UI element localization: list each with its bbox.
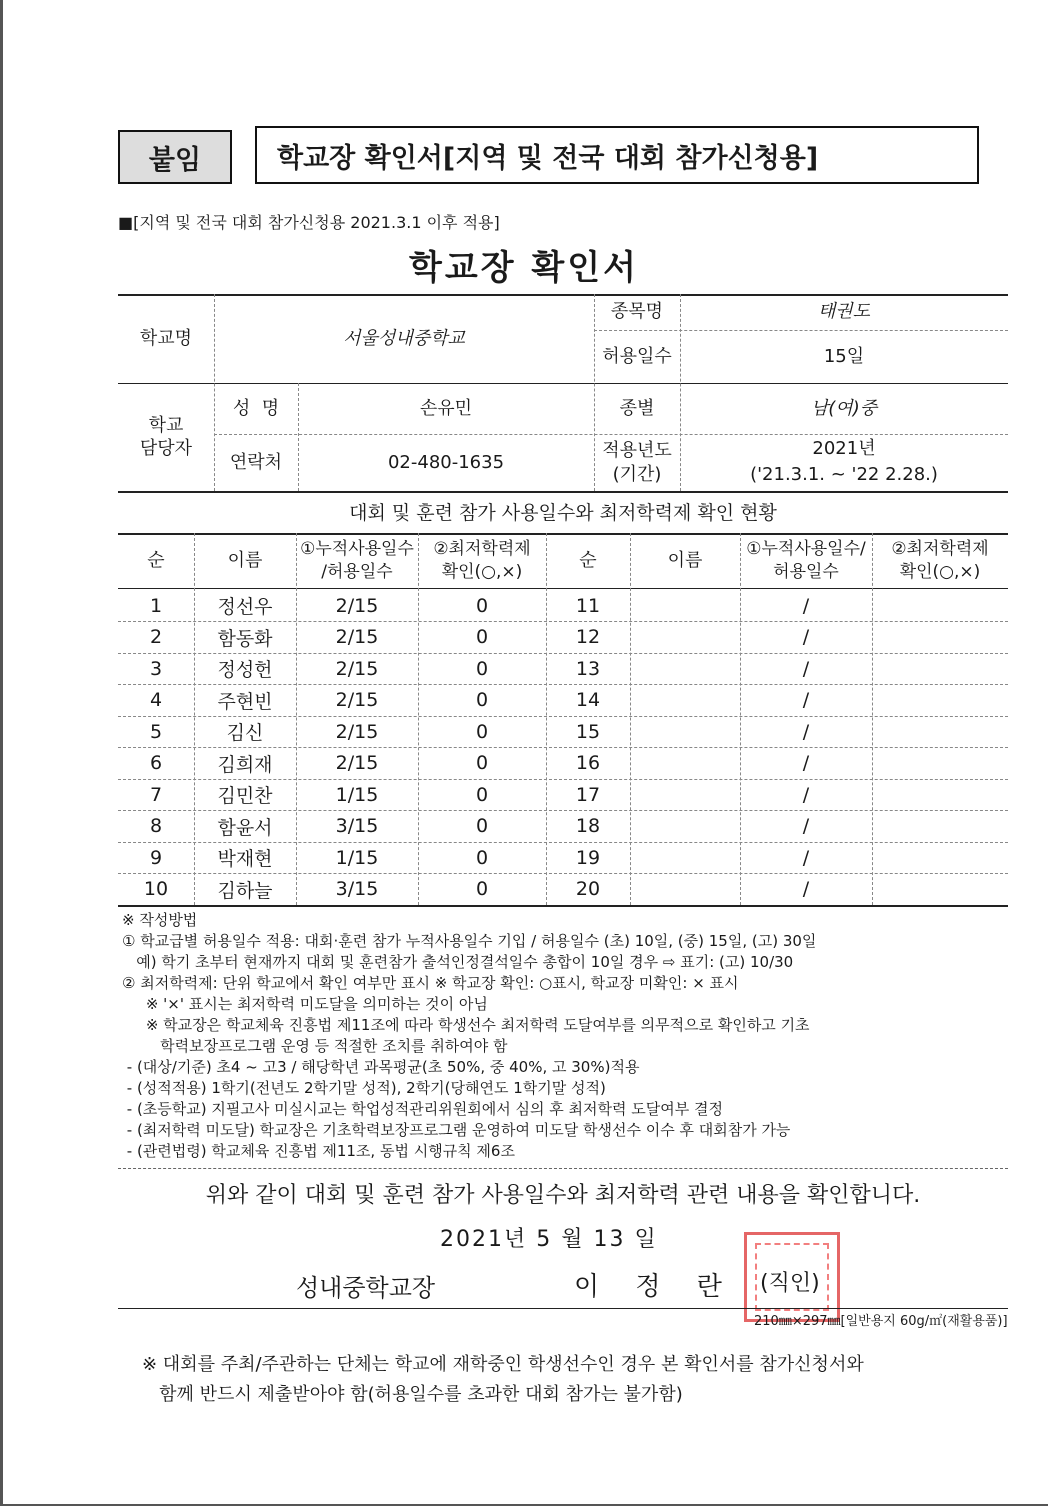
cell-no: 1 [149, 594, 163, 617]
cell-check: 0 [475, 878, 489, 900]
cell-days: 1/15 [335, 783, 379, 806]
note-line: ② 최저학력제: 단위 학교에서 확인 여부만 표시 ※ 학교장 확인: ○표시, 학교장 미확인: × 표시 [122, 974, 739, 992]
paper-spec: 210㎜×297㎜[일반용지 60g/㎡(재활용품)] [754, 1314, 1008, 1329]
cell-days2: / [802, 626, 810, 648]
contact-value: 02-480-1635 [387, 451, 505, 473]
cell-name2 [630, 842, 740, 873]
cell-no: 5 [149, 720, 163, 743]
name-label: 성 명 [232, 397, 280, 419]
cell-name: 주현빈 [217, 690, 273, 713]
cell-name2 [630, 779, 740, 810]
cell-name2 [630, 874, 740, 905]
cell-check: 0 [475, 657, 489, 680]
year-label: 적용년도 (기간) [602, 440, 672, 485]
days-label: 허용일수 [602, 345, 672, 367]
cell-days2: / [802, 783, 810, 806]
gender-label: 종별 [619, 397, 655, 419]
footer-line: 함께 반드시 제출받아야 함(허용일수를 초과한 대회 참가는 불가함) [142, 1384, 683, 1405]
cell-check2 [872, 811, 1008, 842]
cell-check2 [872, 716, 1008, 747]
cell-check2 [872, 685, 1008, 716]
cell-check: 0 [475, 720, 489, 743]
note-line: - (최저학력 미도달) 학교장은 기초학력보장프로그램 운영하여 미도달 학생선수 이수 후 대회참가 가능 [122, 1121, 791, 1139]
cell-name: 함동화 [217, 627, 273, 650]
year-value: 2021년 [812, 438, 876, 460]
cell-check2 [872, 748, 1008, 779]
contact-label: 연락처 [229, 451, 283, 473]
section-title: 대회 및 훈련 참가 사용일수와 최저학력제 확인 현황 [349, 502, 777, 524]
cell-days: 3/15 [335, 878, 379, 900]
cell-no: 9 [149, 846, 163, 869]
cell-days2: / [802, 657, 810, 680]
cell-no: 7 [149, 783, 163, 806]
cell-days: 1/15 [335, 846, 379, 869]
cell-name: 김하늘 [217, 879, 273, 902]
cell-days: 2/15 [335, 689, 379, 711]
note-line: ※ 학교장은 학교체육 진흥법 제11조에 따라 학생선수 최저학력 도달여부를 의무적으로 확인하고 기초 [122, 1016, 810, 1034]
cell-no2: 11 [575, 594, 601, 617]
header-check: ②최저학력제 확인(○,×) [433, 539, 531, 582]
signature-divider [118, 1308, 1008, 1309]
cell-check: 0 [475, 752, 489, 774]
year-period: ('21.3.1. ~ '22 2.28.) [750, 464, 938, 486]
cell-days2: / [802, 720, 810, 743]
cell-check: 0 [475, 846, 489, 869]
footer-note [142, 1350, 864, 1410]
header-name: 이름 [227, 549, 263, 571]
seal-label: (직인) [760, 1271, 820, 1296]
cell-name2 [630, 685, 740, 716]
cell-no: 6 [149, 752, 163, 774]
manager-label: 학교 담당자 [139, 414, 193, 459]
cell-no2: 17 [575, 783, 601, 806]
note-line: - (초등학교) 지필고사 미실시교는 학업성적관리위원회에서 심의 후 최저학력 도달여부 결정 [122, 1100, 723, 1118]
name-value: 손유민 [419, 397, 473, 419]
cell-name2 [630, 653, 740, 684]
days-value: 15일 [823, 345, 865, 367]
cell-days2: / [802, 846, 810, 869]
cell-name: 김신 [226, 722, 264, 744]
cell-no2: 13 [575, 657, 601, 680]
cell-name: 정성헌 [217, 659, 273, 681]
cell-check: 0 [475, 594, 489, 617]
cell-no2: 20 [575, 878, 601, 900]
signer-title: 성내중학교장 [296, 1274, 436, 1302]
cell-days: 2/15 [335, 626, 379, 648]
sport-value: 태권도 [817, 301, 871, 323]
header-days-2: ①누적사용일수/ 허용일수 [746, 539, 866, 582]
cell-name2 [630, 811, 740, 842]
scan-left-edge [0, 0, 3, 1506]
cell-check2 [872, 842, 1008, 873]
school-value: 서울성내중학교 [343, 327, 465, 349]
cell-days: 2/15 [335, 657, 379, 680]
cell-no2: 12 [575, 626, 601, 648]
cell-days: 2/15 [335, 594, 379, 617]
cell-days: 3/15 [335, 815, 379, 837]
header-days: ①누적사용일수 /허용일수 [300, 539, 414, 582]
cell-check2 [872, 779, 1008, 810]
cell-check2 [872, 874, 1008, 905]
cell-days: 2/15 [335, 720, 379, 743]
main-title: 학교장 확인서 [409, 248, 639, 288]
cell-no2: 19 [575, 846, 601, 869]
note-line: - (관련법령) 학교체육 진흥법 제11조, 동법 시행규칙 제6조 [122, 1142, 515, 1160]
cell-days: 2/15 [335, 752, 379, 774]
cell-no: 10 [143, 878, 169, 900]
sport-label: 종목명 [610, 301, 664, 323]
cell-check: 0 [475, 626, 489, 648]
applicability-note: ■[지역 및 전국 대회 참가신청용 2021.3.1 이후 적용] [118, 213, 500, 232]
cell-name2 [630, 622, 740, 653]
cell-name: 김희재 [217, 753, 273, 776]
footer-line: ※ 대회를 주최/주관하는 단체는 학교에 재학중인 학생선수인 경우 본 확인서를 참가신청서와 [142, 1354, 864, 1375]
cell-name: 정선우 [217, 596, 273, 618]
cell-days2: / [802, 815, 810, 837]
cell-no: 4 [149, 689, 163, 711]
document-title-box: 학교장 확인서[지역 및 전국 대회 참가신청용] [255, 126, 979, 184]
signer-name: 이 정 란 [574, 1272, 736, 1302]
cell-name2 [630, 748, 740, 779]
school-label: 학교명 [139, 327, 193, 349]
cell-check: 0 [475, 689, 489, 711]
cell-name: 함윤서 [217, 816, 273, 839]
cell-no2: 18 [575, 815, 601, 837]
notes-divider [118, 1168, 1008, 1169]
cell-days2: / [802, 594, 810, 617]
cell-no2: 14 [575, 689, 601, 711]
note-line: 학력보장프로그램 운영 등 적절한 조치를 취하여야 함 [122, 1037, 508, 1055]
cell-no2: 15 [575, 720, 601, 743]
attachment-badge: 붙임 [118, 130, 232, 184]
cell-days2: / [802, 878, 810, 900]
note-line: ※ '×' 표시는 최저학력 미도달을 의미하는 것이 아님 [122, 995, 488, 1013]
cell-name2 [630, 716, 740, 747]
cell-no2: 16 [575, 752, 601, 774]
note-line: ※ 작성방법 [122, 911, 198, 929]
cell-name2 [630, 590, 740, 621]
header-name-2: 이름 [667, 549, 703, 571]
cell-days2: / [802, 752, 810, 774]
cell-check: 0 [475, 815, 489, 837]
issue-date: 2021년 5 월 13 일 [440, 1227, 658, 1252]
gender-value: 남(여)중 [810, 397, 878, 419]
header-no-2: 순 [579, 549, 597, 571]
note-line: - (대상/기준) 초4 ~ 고3 / 해당학년 과목평균(초 50%, 중 40%, 고 30%)적용 [122, 1058, 640, 1076]
cell-days2: / [802, 689, 810, 711]
cell-check2 [872, 590, 1008, 621]
cell-check2 [872, 653, 1008, 684]
cell-check2 [872, 622, 1008, 653]
cell-no: 8 [149, 815, 163, 837]
confirmation-statement: 위와 같이 대회 및 훈련 참가 사용일수와 최저학력 관련 내용을 확인합니다. [205, 1183, 921, 1208]
note-line: ① 학교급별 허용일수 적용: 대회·훈련 참가 누적사용일수 기입 / 허용일수 (초) 10일, (중) 15일, (고) 30일 [122, 932, 817, 950]
cell-name: 박재현 [217, 848, 273, 870]
cell-no: 2 [149, 626, 163, 648]
cell-name: 김민찬 [217, 785, 273, 807]
header-no: 순 [147, 549, 165, 571]
note-line: - (성적적용) 1학기(전년도 2학기말 성적), 2학기(당해연도 1학기말 성적) [122, 1079, 606, 1097]
note-line: 예) 학기 초부터 현재까지 대회 및 훈련참가 출석인정결석일수 총합이 10일 경우 ⇨ 표기: (고) 10/30 [122, 953, 794, 971]
header-check-2: ②최저학력제 확인(○,×) [891, 539, 989, 582]
cell-check: 0 [475, 783, 489, 806]
cell-no: 3 [149, 657, 163, 680]
